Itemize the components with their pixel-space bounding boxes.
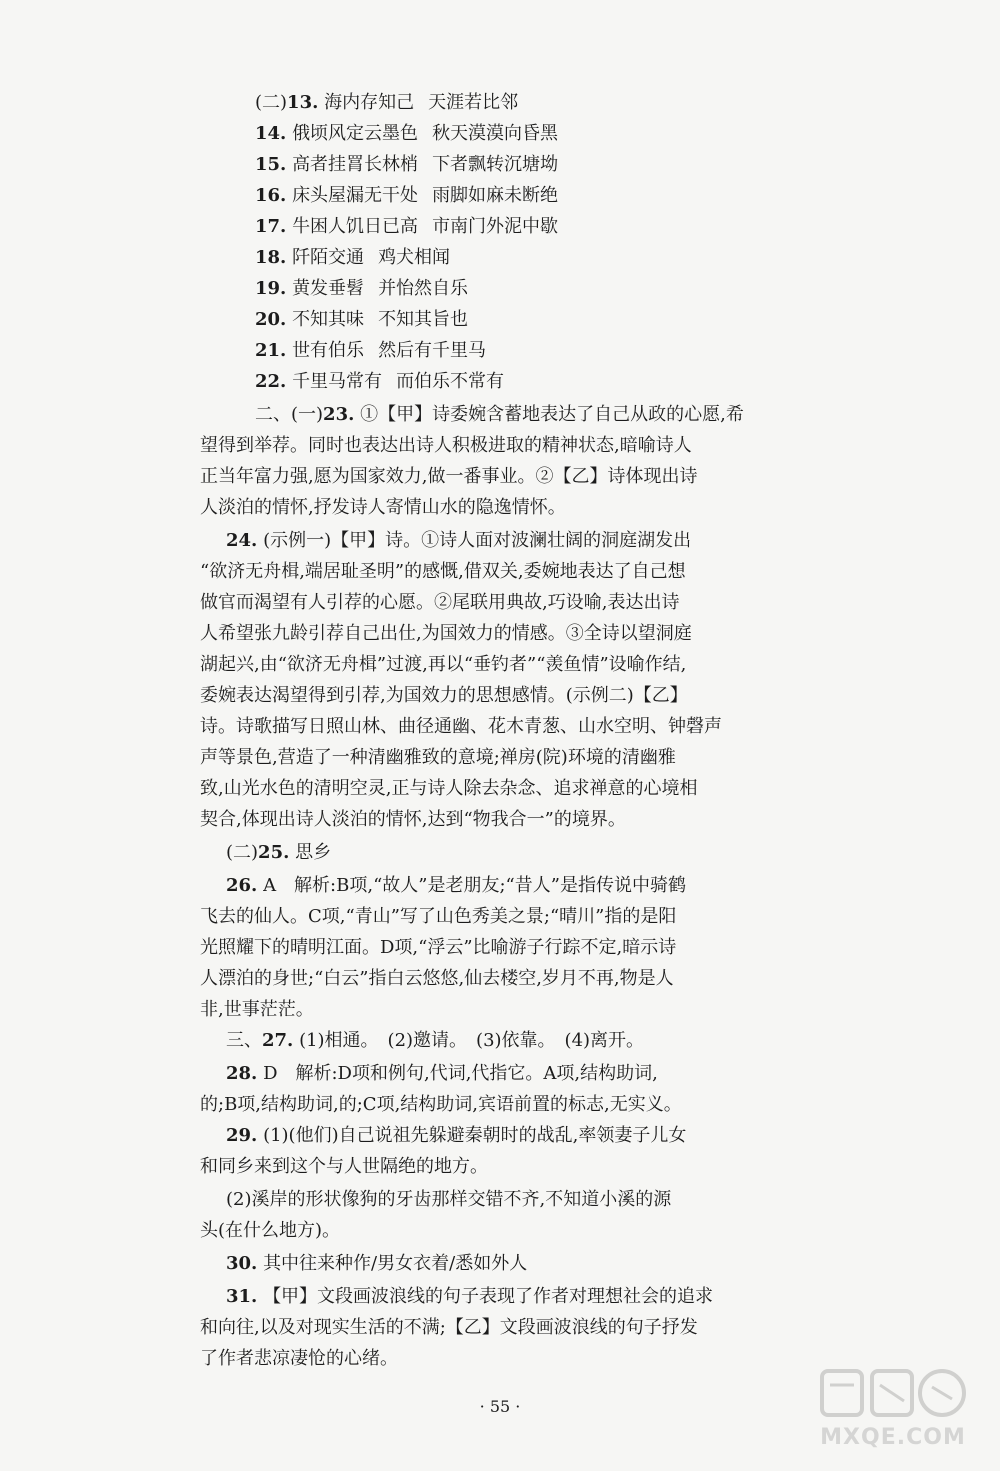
text-line — [0, 150, 1000, 180]
text-line — [0, 119, 1000, 149]
section-prefix: 三、 — [226, 1030, 262, 1051]
text-line — [0, 1121, 1000, 1151]
question-number: 19. — [255, 278, 287, 299]
answer-text: (2)溪岸的形状像狗的牙齿那样交错不齐,不知道小溪的源 — [226, 1189, 672, 1210]
question-number: 31. — [226, 1286, 258, 1307]
answer-text: 思乡 — [295, 842, 332, 863]
answer-text: 黄发垂髫 — [292, 278, 365, 299]
answer-text: 做官而渴望有人引荐的心愿。②尾联用典故,巧设喻,表达出诗 — [200, 592, 680, 613]
answer-text: 头(在什么地方)。 — [200, 1220, 341, 1241]
text-line — [0, 431, 1000, 461]
answer-text: 契合,体现出诗人淡泊的情怀,达到“物我合一”的境界。 — [200, 809, 626, 830]
text-line — [0, 871, 1000, 901]
answer-text: 了作者悲凉凄怆的心绪。 — [200, 1348, 398, 1369]
answer-text: 诗。诗歌描写日照山林、曲径通幽、花木青葱、山水空明、钟磬声 — [200, 716, 722, 737]
text-line — [0, 462, 1000, 492]
text-line — [0, 493, 1000, 523]
answer-text: (1)(他们)自己说祖先躲避秦朝时的战乱,率领妻子儿女 — [263, 1125, 687, 1146]
answer-text: 人希望张九龄引荐自己出仕,为国效力的情感。③全诗以望洞庭 — [200, 623, 692, 644]
answer-text: 其中往来种作/男女衣着/悉如外人 — [263, 1253, 528, 1274]
question-number: 26. — [226, 875, 258, 896]
answer-text: 牛困人饥日已高 — [292, 216, 419, 237]
text-line — [0, 400, 1000, 430]
text-line — [0, 305, 1000, 335]
answer-text-second-half: 不知其旨也 — [378, 309, 469, 330]
answer-text: 床头屋漏无干处 — [292, 185, 419, 206]
text-line — [0, 526, 1000, 556]
answer-text: (示例一)【甲】诗。①诗人面对波澜壮阔的洞庭湖发出 — [263, 530, 692, 551]
text-line — [0, 838, 1000, 868]
answer-text-second-half: 下者飘转沉塘坳 — [432, 154, 559, 175]
question-number: 17. — [255, 216, 287, 237]
text-line — [0, 1090, 1000, 1120]
answer-text: 世有伯乐 — [292, 340, 365, 361]
question-number: 28. — [226, 1063, 258, 1084]
answer-text: 阡陌交通 — [292, 247, 365, 268]
question-number: 22. — [255, 371, 287, 392]
answer-text: 望得到举荐。同时也表达出诗人积极进取的精神状态,暗喻诗人 — [200, 435, 692, 456]
text-line — [0, 619, 1000, 649]
section-prefix: (二) — [226, 842, 259, 863]
answer-text: 委婉表达渴望得到引荐,为国效力的思想感情。(示例二)【乙】 — [200, 685, 688, 706]
text-line — [0, 336, 1000, 366]
text-line — [0, 1026, 1000, 1056]
text-line — [0, 243, 1000, 273]
question-number: 24. — [226, 530, 258, 551]
answer-text-second-half: 然后有千里马 — [378, 340, 487, 361]
section-prefix: 二、(一) — [255, 404, 324, 425]
page-number: · 55 · — [479, 1397, 521, 1416]
question-number: 13. — [287, 92, 319, 113]
text-line — [0, 1059, 1000, 1089]
answer-text: 和同乡来到这个与人世隔绝的地方。 — [200, 1156, 488, 1177]
answer-text: 非,世事茫茫。 — [200, 999, 314, 1020]
text-line — [0, 274, 1000, 304]
text-line — [0, 557, 1000, 587]
answer-text: 不知其味 — [292, 309, 365, 330]
watermark-url: MXQE.COM — [820, 1425, 966, 1450]
answer-text: 海内存知己 — [324, 92, 415, 113]
answer-text: 【甲】文段画波浪线的句子表现了作者对理想社会的追求 — [263, 1286, 714, 1307]
answer-text-second-half: 天涯若比邻 — [428, 92, 519, 113]
question-number: 29. — [226, 1125, 258, 1146]
answer-text: 声等景色,营造了一种清幽雅致的意境;禅房(院)环境的清幽雅 — [200, 747, 676, 768]
question-number: 14. — [255, 123, 287, 144]
answer-text-second-half: 市南门外泥中歇 — [432, 216, 559, 237]
answer-text: A 解析:B项,“故人”是老朋友;“昔人”是指传说中骑鹤 — [263, 875, 686, 896]
answer-text: 光照耀下的晴明江面。D项,“浮云”比喻游子行踪不定,暗示诗 — [200, 937, 677, 958]
answer-text-second-half: 雨脚如麻未断绝 — [432, 185, 559, 206]
question-number: 18. — [255, 247, 287, 268]
text-line — [0, 902, 1000, 932]
answer-text: 正当年富力强,愿为国家效力,做一番事业。②【乙】诗体现出诗 — [200, 466, 698, 487]
answer-text: 致,山光水色的清明空灵,正与诗人除去杂念、追求禅意的心境相 — [200, 778, 698, 799]
text-line — [0, 212, 1000, 242]
answer-text: “欲济无舟楫,端居耻圣明”的感慨,借双关,委婉地表达了自己想 — [200, 561, 686, 582]
text-line — [0, 1216, 1000, 1246]
answer-text: 和向往,以及对现实生活的不满;【乙】文段画波浪线的句子抒发 — [200, 1317, 698, 1338]
question-number: 27. — [262, 1030, 294, 1051]
text-line — [0, 805, 1000, 835]
text-line — [0, 367, 1000, 397]
answer-text: 飞去的仙人。C项,“青山”写了山色秀美之景;“晴川”指的是阳 — [200, 906, 677, 927]
text-line — [0, 995, 1000, 1025]
answer-text-second-half: 并怡然自乐 — [378, 278, 469, 299]
question-number: 20. — [255, 309, 287, 330]
question-number: 23. — [323, 404, 355, 425]
text-line — [0, 933, 1000, 963]
text-line — [0, 181, 1000, 211]
text-line — [0, 712, 1000, 742]
answer-text: 千里马常有 — [292, 371, 383, 392]
text-line — [0, 964, 1000, 994]
text-line — [0, 1152, 1000, 1182]
answer-text: 高者挂罥长林梢 — [292, 154, 419, 175]
question-number: 15. — [255, 154, 287, 175]
question-number: 16. — [255, 185, 287, 206]
text-line — [0, 1185, 1000, 1215]
answer-text-second-half: 秋天漠漠向昏黑 — [432, 123, 559, 144]
answer-text-second-half: 鸡犬相闻 — [378, 247, 451, 268]
text-line — [0, 650, 1000, 680]
text-line — [0, 1249, 1000, 1279]
answer-text: 俄顷风定云墨色 — [292, 123, 419, 144]
answer-text: 湖起兴,由“欲济无舟楫”过渡,再以“垂钓者”“羡鱼情”设喻作结, — [200, 654, 687, 675]
text-line — [0, 1313, 1000, 1343]
answer-text: D 解析:D项和例句,代词,代指它。A项,结构助词, — [263, 1063, 658, 1084]
answer-text-second-half: 而伯乐不常有 — [396, 371, 505, 392]
answer-text: (1)相通。 (2)邀请。 (3)依靠。 (4)离开。 — [299, 1030, 645, 1051]
text-line — [0, 1282, 1000, 1312]
text-line — [0, 588, 1000, 618]
section-prefix: (二) — [255, 92, 288, 113]
answer-text: 人漂泊的身世;“白云”指白云悠悠,仙去楼空,岁月不再,物是人 — [200, 968, 674, 989]
answer-text: 的;B项,结构助词,的;C项,结构助词,宾语前置的标志,无实义。 — [200, 1094, 682, 1115]
answer-text: ①【甲】诗委婉含蓄地表达了自己从政的心愿,希 — [360, 404, 744, 425]
text-line — [0, 743, 1000, 773]
question-number: 25. — [258, 842, 290, 863]
text-line — [0, 88, 1000, 118]
watermark-logo-icon — [818, 1365, 968, 1425]
text-line — [0, 681, 1000, 711]
question-number: 21. — [255, 340, 287, 361]
question-number: 30. — [226, 1253, 258, 1274]
watermark — [798, 1363, 988, 1463]
answer-text: 人淡泊的情怀,抒发诗人寄情山水的隐逸情怀。 — [200, 497, 566, 518]
text-line — [0, 774, 1000, 804]
